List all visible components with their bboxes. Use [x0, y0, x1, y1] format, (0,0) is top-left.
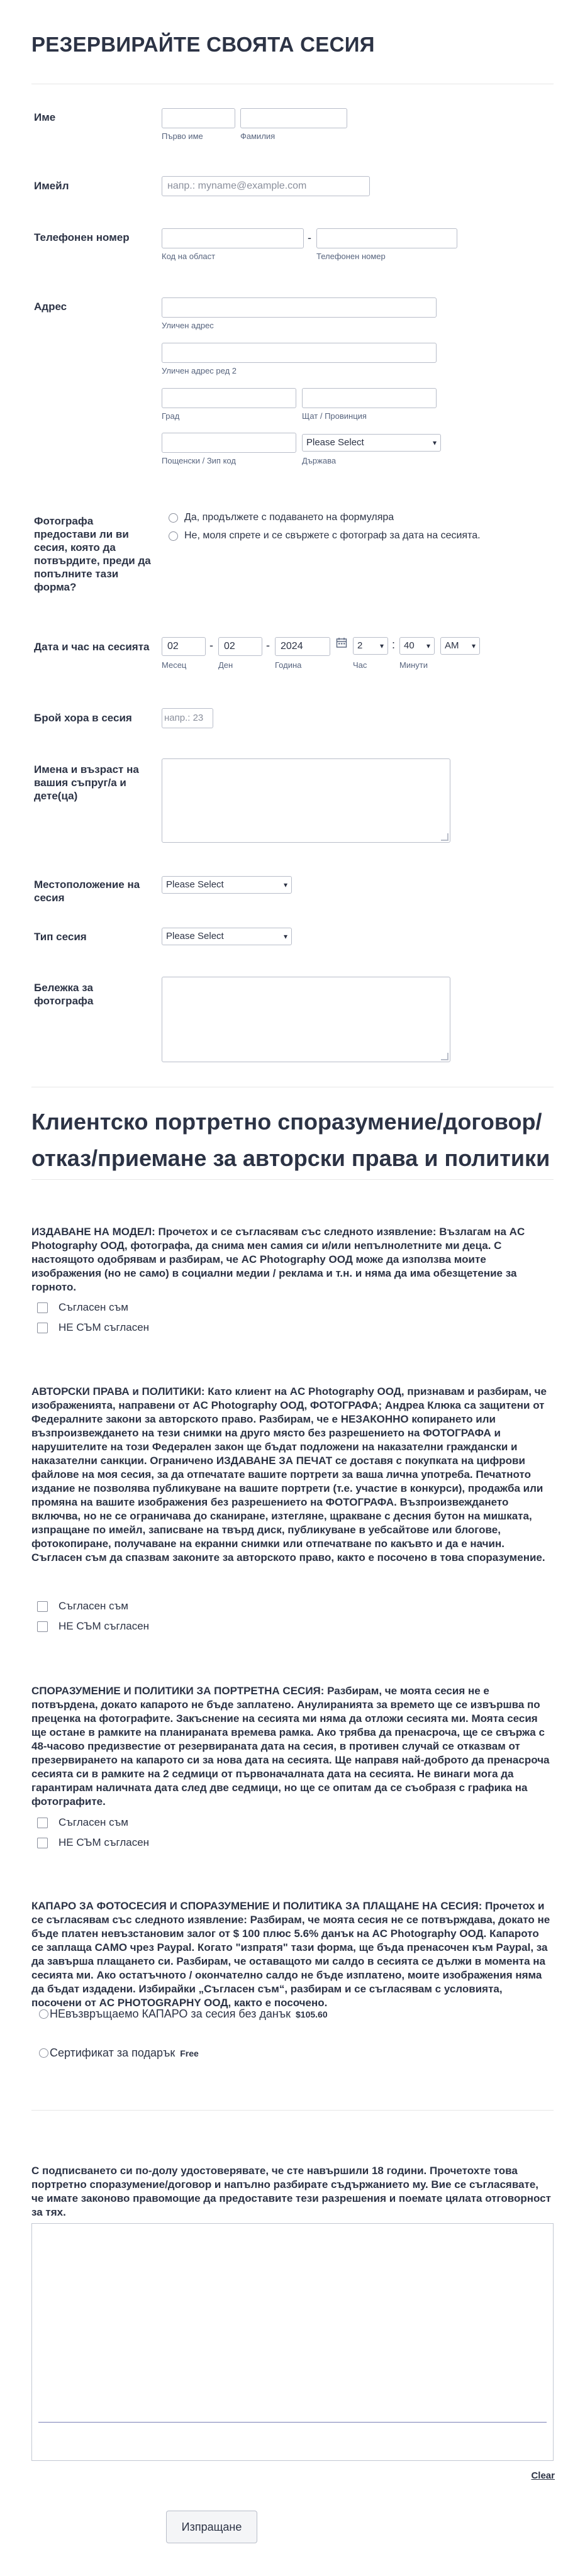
country-select[interactable]: [302, 434, 441, 452]
signature-pad[interactable]: [31, 2223, 554, 2461]
people-count-input[interactable]: напр.: 23: [162, 708, 213, 728]
submit-button[interactable]: Изпращане: [166, 2511, 257, 2543]
chevron-down-icon: ▾: [379, 641, 384, 650]
payment-option-price: Free: [180, 2048, 199, 2058]
checkbox-label: НЕ СЪМ съгласен: [58, 1836, 150, 1848]
signature-line: [38, 2422, 547, 2423]
phone-label: Телефонен номер: [34, 231, 130, 243]
radio-button[interactable]: [39, 2009, 48, 2019]
datetime-label: Дата и час на сесията: [34, 641, 150, 653]
session-policy-disagree[interactable]: [37, 1836, 149, 1849]
radio-button[interactable]: [39, 2048, 48, 2058]
email-label: Имейл: [34, 180, 69, 192]
payment-option-price: $105.60: [296, 2009, 328, 2019]
radio-button[interactable]: [169, 513, 178, 523]
checkbox[interactable]: [37, 1601, 48, 1612]
street1-input[interactable]: [162, 297, 437, 318]
date-dash: -: [209, 639, 213, 652]
phone-area-input[interactable]: [162, 228, 304, 248]
location-label: Местоположение на сесия: [34, 879, 140, 904]
email-input[interactable]: напр.: myname@example.com: [162, 176, 370, 196]
minute-select-value: 40: [404, 640, 415, 651]
radio-option-label: Да, продължете с подаването на формуляра: [184, 512, 394, 523]
checkbox[interactable]: [37, 1818, 48, 1828]
city-sublabel: Град: [162, 411, 180, 421]
names-ages-textarea[interactable]: [162, 758, 450, 843]
copyright-agree[interactable]: [37, 1600, 128, 1613]
checkbox[interactable]: [37, 1302, 48, 1313]
day-input[interactable]: 02: [218, 637, 262, 656]
location-select[interactable]: [162, 876, 292, 894]
payment-option-label: Сертификат за подарък: [50, 2046, 176, 2059]
checkbox-label: Съгласен съм: [58, 1301, 128, 1313]
divider: [31, 1179, 554, 1180]
minute-select[interactable]: [399, 637, 435, 655]
clear-signature-link[interactable]: Clear: [531, 2470, 555, 2481]
street2-input[interactable]: [162, 343, 437, 363]
form-title: РЕЗЕРВИРАЙТЕ СВОЯТА СЕСИЯ: [31, 33, 375, 56]
payment-option-gift[interactable]: [39, 2046, 199, 2060]
first-name-input[interactable]: [162, 108, 235, 128]
country-sublabel: Държава: [302, 456, 337, 465]
session-type-select[interactable]: [162, 928, 292, 945]
state-input[interactable]: [302, 388, 437, 408]
calendar-icon[interactable]: [336, 637, 347, 648]
city-input[interactable]: [162, 388, 296, 408]
checkbox-label: НЕ СЪМ съгласен: [58, 1620, 150, 1632]
radio-option-yes[interactable]: [169, 512, 394, 523]
checkbox[interactable]: [37, 1621, 48, 1632]
country-select-value: Please Select: [306, 437, 364, 448]
radio-option-no[interactable]: [169, 530, 481, 541]
phone-number-sublabel: Телефонен номер: [316, 252, 386, 261]
last-name-input[interactable]: [240, 108, 347, 128]
state-sublabel: Щат / Провинция: [302, 411, 367, 421]
hour-sublabel: Час: [353, 660, 367, 670]
ampm-select[interactable]: [440, 637, 480, 655]
payment-option-deposit[interactable]: [39, 2007, 328, 2021]
session-policy-text: СПОРАЗУМЕНИЕ И ПОЛИТИКИ ЗА ПОРТРЕТНА СЕСИЯ: Разбирам, че моята сесия не е потвърдена, докато капарото не бъде заплатено. Анулиранията за времето ще се извършва по преценка на фотографите. Закъснение на сесията ми няма да отложи сесията ми. Моята сесия ще остане в рамките на планираната времева рамка. Ако трябва да пренасроча, ще се свържа с 48-часово предизвестие от резервираната дата на сесия, в противен случай се отказвам от презервирането на капарото си за нова дата на сесията. Ще направя най-доброто да пренасроча сесията си в рамките на 2 седмици от първоначалната дата на сесията. Не винаги мога да гарантирам наличната дата след две седмици, но ще се опитам да се съобразя с графика на фотографите.: [31, 1685, 550, 1807]
phone-number-input[interactable]: [316, 228, 457, 248]
radio-option-label: Не, моля спрете и се свържете с фотограф за дата на сесията.: [184, 530, 481, 541]
zip-input[interactable]: [162, 433, 296, 453]
session-policy-agree[interactable]: [37, 1816, 128, 1829]
chevron-down-icon: ▾: [426, 641, 430, 650]
divider: [31, 2110, 554, 2111]
payment-option-label: НЕвъзвръщаемо КАПАРО за сесия без данък: [50, 2007, 291, 2020]
chevron-down-icon: ▾: [283, 932, 287, 941]
month-sublabel: Месец: [162, 660, 187, 670]
session-type-select-value: Please Select: [166, 931, 224, 941]
photographer-question-label: Фотографа предостави ли ви сесия, която да потвърдите, преди да попълните тази форма?: [34, 515, 151, 593]
deposit-policy-text: КАПАРО ЗА ФОТОСЕСИЯ И СПОРАЗУМЕНИЕ И ПОЛИТИКА ЗА ПЛАЩАНЕ НА СЕСИЯ: Прочетох и се съгласявам със следното изявление: Разбирам, че моята сесия не се потвърждава, докато не бъде платен невъзстановим залог от $ 100 плюс 5.6% данък на AC Photography ООД. Капарото се заплаща САМО чрез Paypal. Когато "изпратя" тази форма, ще бъда пренасочен към Paypal, за да завърша плащането си. Разбирам, че оставащото ми салдо в сесията се дължи в момента на сесията ми. Ако остатъчното / окончателно салдо не бъде изплатено, моите изображения няма да бъдат издадени. Избирайки „Съгласен съм“, разбирам и се съгласявам с условията, посочени от AC PHOTOGRAPHY ООД, както е посочено.: [31, 1900, 550, 2009]
year-sublabel: Година: [275, 660, 302, 670]
street2-sublabel: Уличен адрес ред 2: [162, 366, 237, 375]
day-sublabel: Ден: [218, 660, 233, 670]
chevron-down-icon: ▾: [471, 641, 476, 650]
names-ages-label: Имена и възраст на вашия съпруг/а и дете(ца): [34, 763, 139, 802]
copyright-disagree[interactable]: [37, 1620, 149, 1633]
minute-sublabel: Минути: [399, 660, 428, 670]
phone-area-sublabel: Код на област: [162, 252, 216, 261]
checkbox-label: НЕ СЪМ съгласен: [58, 1321, 150, 1333]
last-name-sublabel: Фамилия: [240, 131, 276, 141]
signature-text: С подписването си по-долу удостоверявате, че сте навършили 18 години. Прочетохте това портретно споразумение/договор и напълно разбирате съдържанието му. Вие се съгласявате, че имате законово правомощие да предоставите тези разрешения и поемате цялата отговорност за тях.: [31, 2165, 551, 2218]
zip-sublabel: Пощенски / Зип код: [162, 456, 236, 465]
checkbox[interactable]: [37, 1838, 48, 1848]
radio-button[interactable]: [169, 531, 178, 541]
chevron-down-icon: ▾: [432, 438, 437, 447]
year-input[interactable]: 2024: [275, 637, 330, 656]
people-count-label: Брой хора в сесия: [34, 712, 132, 724]
resize-handle[interactable]: [441, 833, 448, 841]
date-dash: -: [266, 639, 270, 652]
ampm-select-value: AM: [445, 640, 459, 651]
model-release-agree[interactable]: [37, 1301, 128, 1314]
phone-dash: -: [308, 231, 311, 244]
hour-select[interactable]: [353, 637, 388, 655]
model-release-disagree[interactable]: [37, 1321, 149, 1334]
first-name-sublabel: Първо име: [162, 131, 203, 141]
name-label: Име: [34, 111, 56, 123]
model-release-text: ИЗДАВАНЕ НА МОДЕЛ: Прочетох и се съгласявам със следното изявление: Възлагам на AC Photography ООД, фотографа, да снима мен самия си и/или непълнолетните ми деца. С настоящото одобрявам и разбирам, че AC Photography ООД може да използва моите изображения (но не само) в социални медии / реклама и т.н. и няма да има обезщетение за горното.: [31, 1226, 525, 1293]
photographer-note-textarea[interactable]: [162, 977, 450, 1062]
agreement-heading: Клиентско портретно споразумение/договор/отказ/приемане за авторски права и политики: [31, 1109, 550, 1171]
session-type-label: Тип сесия: [34, 931, 87, 943]
checkbox-label: Съгласен съм: [58, 1816, 128, 1828]
chevron-down-icon: ▾: [283, 880, 287, 889]
time-colon: :: [392, 638, 396, 651]
checkbox-label: Съгласен съм: [58, 1600, 128, 1612]
checkbox[interactable]: [37, 1323, 48, 1333]
photographer-note-label: Бележка за фотографа: [34, 982, 94, 1007]
copyright-text: АВТОРСКИ ПРАВА и ПОЛИТИКИ: Като клиент на AC Photography ООД, признавам и разбирам, че изображенията, направени от AC Photography ООД, ФОТОГРАФА; Андреа Клюка са защитени от Федералните закони за авторското право. Разбирам, че е НЕЗАКОННО копирането или възпроизвеждането на тези снимки на друго място без разрешението на ФОТОГРАФА и нарушителите на този Федерален закон ще бъдат подложени на наказателни граждански и наказателни санкции. Ограничено ИЗДАВАНЕ ЗА ПЕЧАТ се доставя с покупката на цифрови файлове на моя сесия, за да отпечатате вашите портрети за ваша лична употреба. Печатното издание не позволява публикуване на вашите портрети (т.е. участие в конкурси), продажба или промяна на вашите изображения без разрешението на ФОТОГРАФА. Възпроизвеждането включва, но не се ограничава до сканиране, изтегляне, щракване с десния бутон на мишката, изпращане по имейл, записване на твърд диск, публикуване в уебсайтове или блогове, фотокопиране, получаване на екранни снимки или отпечатване по какъвто и да е начин. Съгласен съм да спазвам законите за авторското право, както е посочено в това споразумение.: [31, 1385, 547, 1563]
street1-sublabel: Уличен адрес: [162, 321, 214, 330]
resize-handle[interactable]: [441, 1053, 448, 1060]
location-select-value: Please Select: [166, 879, 224, 890]
month-input[interactable]: 02: [162, 637, 206, 656]
hour-select-value: 2: [357, 640, 363, 651]
address-label: Адрес: [34, 301, 67, 313]
